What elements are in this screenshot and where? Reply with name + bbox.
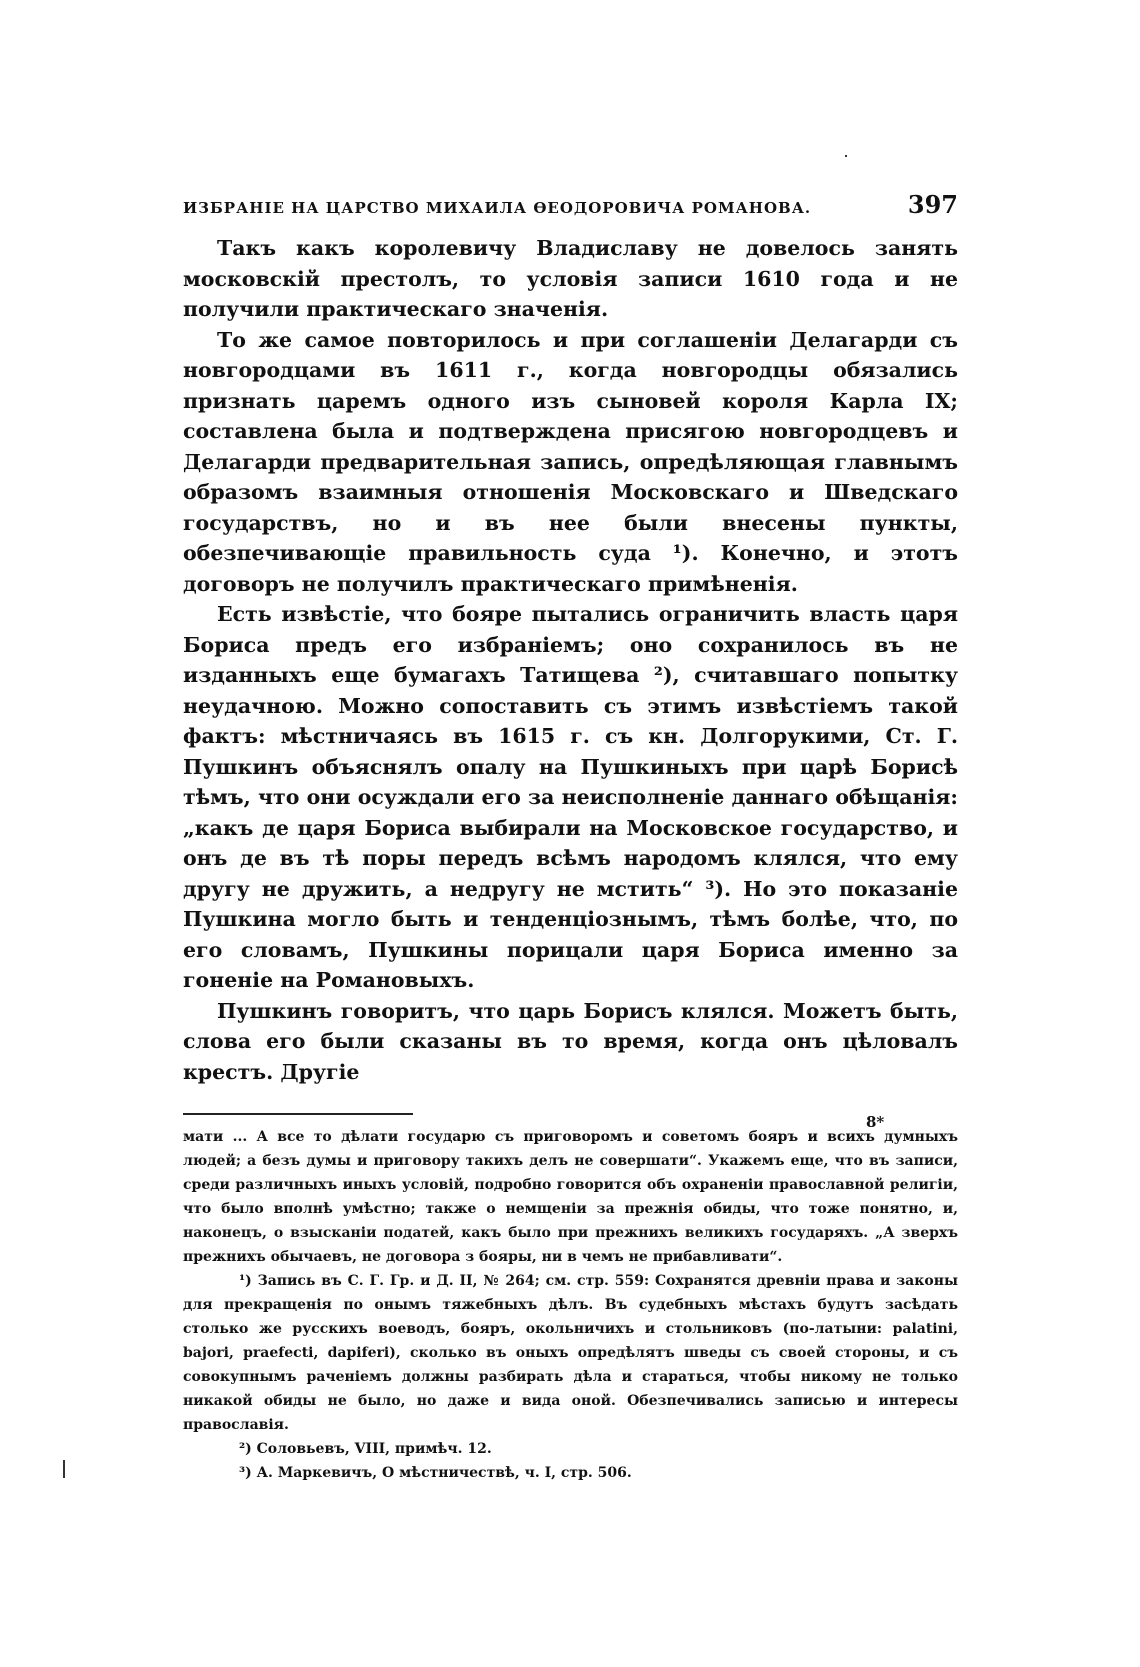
paragraph-2: То же самое повторилось и при соглашеніи Делагарди съ новгородцами въ 1611 г., когда новгородцы обязались признать царемъ одного изъ сыновей короля Карла IX; составлена была и подтверждена присягою новгородцевъ и Делагарди предварительная запись, опредѣляющая главнымъ образомъ взаимныя отношенія Московскаго и Шведскаго государствъ, но и въ нее были внесены пункты, обезпечивающіе правильность суда ¹). Конечно, и этотъ договоръ не получилъ практическаго примѣненія. bbox=[183, 327, 958, 596]
scan-speck bbox=[63, 1460, 65, 1478]
body-text bbox=[183, 233, 958, 1087]
running-head bbox=[183, 190, 958, 219]
signature-mark: 8* bbox=[866, 1113, 885, 1131]
footnote-divider bbox=[183, 1113, 413, 1115]
footnote-continuation: мати ... А все то дѣлати государю съ приговоромъ и советомъ бояръ и всихъ думныхъ людей; а безъ думы и приговору такихъ делъ не совершати“. Укажемъ еще, что въ записи, среди различныхъ иныхъ условій, подробно говорится объ охраненіи православной религіи, что было вполнѣ умѣстно; также о немщеніи за прежнія обиды, что тоже понятно, и, наконецъ, о взысканіи податей, какъ было при прежнихъ великихъ государяхъ. „А зверхъ прежнихъ обычаевъ, не договора з бояры, ни в чемъ не прибавливати“. bbox=[183, 1129, 958, 1265]
paragraph-1: Такъ какъ королевичу Владиславу не довелось занять московскій престолъ, то условія записи 1610 года и не получили практическаго значенія. bbox=[183, 236, 958, 321]
page-content bbox=[183, 190, 958, 1485]
paragraph-4: Пушкинъ говоритъ, что царь Борисъ клялся. Можетъ быть, слова его были сказаны въ то время, когда онъ цѣловалъ крестъ. Другіе bbox=[183, 998, 958, 1084]
scan-speck bbox=[845, 155, 847, 157]
footnote-1: ¹) Запись въ С. Г. Гр. и Д. II, № 264; см. стр. 559: Сохранятся древніи права и законы для прекращенія по онымъ тяжебныхъ дѣлъ. Въ судебныхъ мѣстахъ будутъ засѣдать столько же русскихъ воеводъ, бояръ, окольничихъ и стольниковъ (по-латыни: palatini, bajori, praefecti, dapiferi), сколько въ оныхъ опредѣлятъ шведы съ своей стороны, и съ совокупнымъ раченіемъ должны разбирать дѣла и стараться, чтобы никому не только никакой обиды не было, но даже и вида оной. Обезпечивались записью и интересы православія. bbox=[183, 1273, 958, 1433]
page-number: 397 bbox=[907, 190, 958, 219]
paragraph-3: Есть извѣстіе, что бояре пытались ограничить власть царя Бориса предъ его избраніемъ; оно сохранилось въ не изданныхъ еще бумагахъ Татищева ²), считавшаго попытку неудачною. Можно сопоставить съ этимъ извѣстіемъ такой фактъ: мѣстничаясь въ 1615 г. съ кн. Долгорукими, Ст. Г. Пушкинъ объяснялъ опалу на Пушкиныхъ при царѣ Борисѣ тѣмъ, что они осуждали его за неисполненіе даннаго обѣщанія: „какъ де царя Бориса выбирали на Московское государство, и онъ де въ тѣ поры передъ всѣмъ народомъ клялся, что ему другу не дружить, а недругу не мстить“ ³). Но это показаніе Пушкина могло быть и тенденціознымъ, тѣмъ болѣе, что, по его словамъ, Пушкины порицали царя Бориса именно за гоненіе на Романовыхъ. bbox=[183, 602, 958, 992]
running-title: ИЗБРАНІЕ НА ЦАРСТВО МИХАИЛА ѲЕОДОРОВИЧА РОМАНОВА. bbox=[183, 199, 812, 217]
footnote-3: ³) А. Маркевичъ, О мѣстничествѣ, ч. I, стр. 506. bbox=[239, 1465, 632, 1481]
footnotes bbox=[183, 1125, 958, 1485]
footnote-2: ²) Соловьевъ, VIII, примѣч. 12. bbox=[239, 1441, 492, 1457]
